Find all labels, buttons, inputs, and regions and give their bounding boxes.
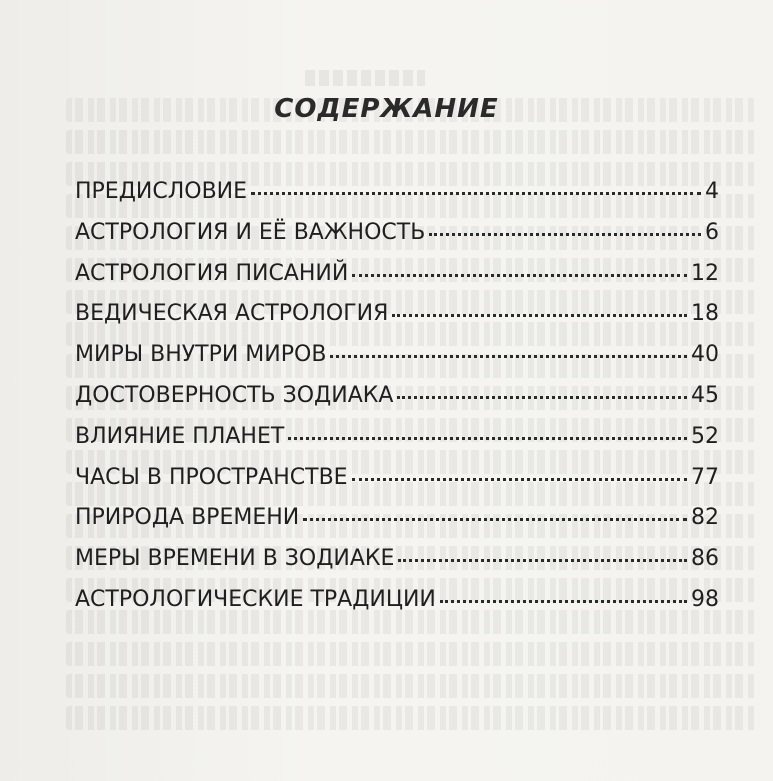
dot-leader — [392, 314, 687, 317]
toc-entry[interactable] — [75, 218, 719, 259]
toc-entry-page: 77 — [691, 464, 719, 490]
toc-entry-page: 98 — [691, 586, 719, 612]
toc-entry-label: АСТРОЛОГИЯ И ЕЁ ВАЖНОСТЬ — [75, 219, 426, 245]
toc-entry-page: 45 — [691, 382, 719, 408]
toc-entry-label: АСТРОЛОГИЯ ПИСАНИЙ — [75, 260, 349, 286]
dot-leader — [288, 437, 687, 440]
toc-entry-page: 4 — [705, 179, 719, 204]
dot-leader — [330, 355, 687, 358]
toc-entry-page: 18 — [691, 301, 719, 327]
toc-entry[interactable] — [75, 585, 719, 626]
toc-entry-page: 86 — [691, 546, 719, 572]
dot-leader — [303, 518, 687, 521]
dot-leader — [251, 192, 701, 195]
toc-entry[interactable] — [75, 340, 719, 381]
toc-entry-label: ДОСТОВЕРНОСТЬ ЗОДИАКА — [75, 382, 394, 408]
toc-entry[interactable] — [75, 177, 719, 218]
toc-entry[interactable] — [75, 299, 719, 340]
toc-entry-label: ПРИРОДА ВРЕМЕНИ — [75, 505, 300, 531]
dot-leader — [352, 478, 687, 481]
toc-entry-label: ВЕДИЧЕСКАЯ АСТРОЛОГИЯ — [75, 301, 389, 327]
dot-leader — [352, 274, 687, 277]
toc-entry[interactable] — [75, 463, 719, 504]
dot-leader — [398, 559, 687, 562]
toc-entry[interactable] — [75, 381, 719, 422]
toc-entry-label: МИРЫ ВНУТРИ МИРОВ — [75, 342, 327, 368]
bleed-through-heading — [305, 70, 425, 86]
table-of-contents — [75, 177, 719, 626]
toc-entry-label: АСТРОЛОГИЧЕСКИЕ ТРАДИЦИИ — [75, 586, 436, 612]
dot-leader — [440, 600, 687, 603]
dot-leader — [429, 233, 701, 236]
dot-leader — [397, 396, 687, 399]
toc-entry-page: 40 — [691, 342, 719, 368]
toc-entry-label: ВЛИЯНИЕ ПЛАНЕТ — [75, 423, 285, 449]
toc-entry[interactable] — [75, 422, 719, 463]
toc-entry-label: ЧАСЫ В ПРОСТРАНСТВЕ — [75, 464, 348, 490]
toc-entry-page: 82 — [691, 505, 719, 531]
toc-entry-page: 12 — [691, 260, 719, 286]
page-title: СОДЕРЖАНИЕ — [274, 94, 499, 124]
toc-entry[interactable] — [75, 544, 719, 585]
toc-entry-label: МЕРЫ ВРЕМЕНИ В ЗОДИАКЕ — [75, 546, 395, 572]
toc-entry-page: 52 — [691, 423, 719, 449]
toc-entry-label: ПРЕДИСЛОВИЕ — [75, 179, 248, 204]
toc-entry[interactable] — [75, 503, 719, 544]
toc-entry[interactable] — [75, 259, 719, 300]
toc-entry-page: 6 — [705, 219, 719, 245]
